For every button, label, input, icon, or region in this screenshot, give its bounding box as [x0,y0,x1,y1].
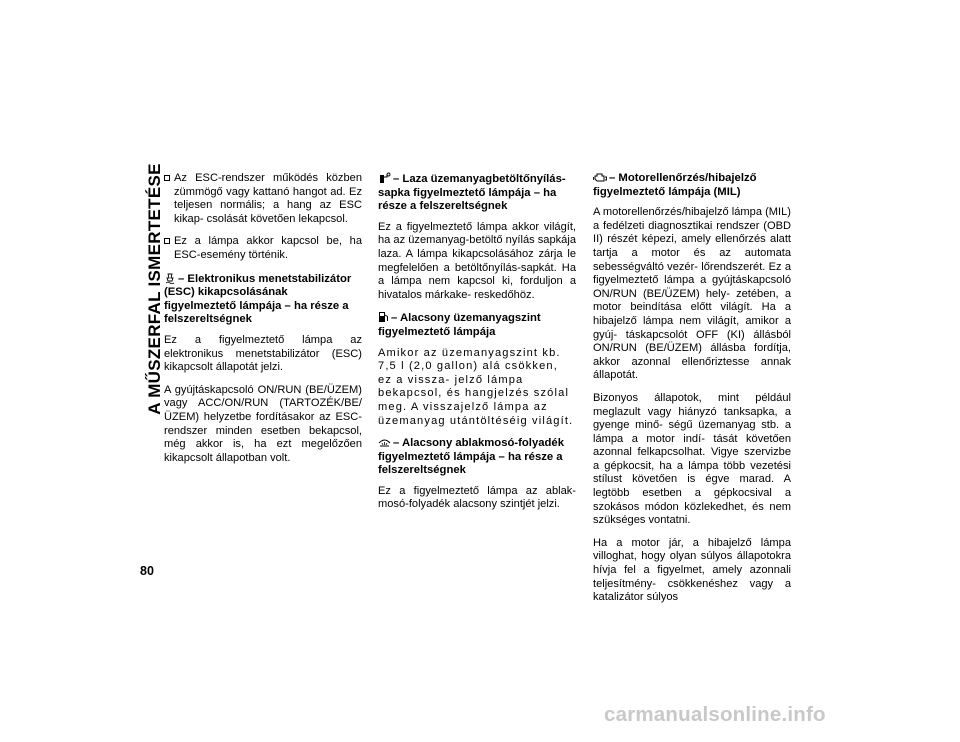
washer-fluid-heading [378,437,576,478]
fuel-cap-icon [378,172,391,184]
paragraph: Ez a figyelmeztető lámpa az ablak- mosó-folyadék alacsony szintjét jelzi. [378,484,576,511]
esc-off-icon [164,272,176,284]
washer-fluid-heading-text: – Alacsony ablakmosó-folyadék figyelmeztető lámpája – ha része a felszereltségnek [378,437,564,477]
bullet-box-icon [164,238,170,244]
column-3 [593,172,791,614]
paragraph: Ez a figyelmeztető lámpa akkor világít, ha az üzemanyag-betöltő nyílás sapkája laza. A lámpa kikapcsolásához zárja le megfelelően a betöltőnyílás-sapkát. Ha a lámpa nem kapcsol ki, forduljon a hivatalos márkake- reskedőhöz. [378,220,576,301]
list-item [164,172,362,226]
fuel-cap-heading-text: – Laza üzemanyagbetöltőnyílás-sapka figyelmeztető lámpája – ha része a felszereltségnek [378,173,566,213]
esc-off-heading [164,272,362,327]
section-title: A MŰSZERFAL ISMERTETÉSE [145,163,164,415]
check-engine-heading [593,172,791,199]
paragraph: Amikor az üzemanyagszint kb. 7,5 l (2,0 gallon) alá csökken, ez a vissza- jelző lámpa bekapcsol, és hangjelzés szólal meg. A visszajelző lámpa az üzemanyag utántöltéséig világít. [378,346,574,427]
paragraph: Ha a motor jár, a hibajelző lámpa villoghat, hogy olyan súlyos állapotokra hívja fel a figyelmet, amely azonnali teljesítmény- csökkenéshez vagy a katalizátor súlyos [593,536,791,604]
paragraph: A gyújtáskapcsoló ON/RUN (BE/ÜZEM) vagy ACC/ON/RUN (TARTOZÉK/BE/ ÜZEM) helyzetbe fordításakor az ESC-rendszer minden esetben bekapcsol, még akkor is, ha ezt megelőzően kikapcsolt állapotban volt. [164,383,362,464]
paragraph: A motorellenőrzés/hibajelző lámpa (MIL) a fedélzeti diagnosztikai rendszer (OBD II) részét képezi, amely ellenőrzés alatt tartja a motor és az automata sebességváltó vezér- lőrendszerét. Ez a figyelmeztető lámpa a gyújtáskapcsoló ON/RUN (BE/ÜZEM) hely- zetében, a motor beindítása előtt világít. Ha a hibajelző lámpa nem világít, amikor a gyúj- táskapcsolót OFF (KI) állásból ON/RUN (BE/ÜZEM) állásba fordítja, akkor azonnal ellenőriztesse annak állapotát. [593,206,791,382]
paragraph: Bizonyos állapotok, mint például meglazult vagy hiányzó tanksapka, a gyenge minő- ségű üzemanyag stb. a lámpa a motor indí- tását követően azonnal felkapcsolhat. Vigye szervizbe a gépkocsit, ha a lámpa több vezetési stílust követően is égve marad. A legtöbb esetben a gépkocsival a szokásos módon közlekedhet, és nem szükséges vontatni. [593,391,791,527]
bullet-box-icon [164,175,170,181]
page-number: 80 [140,564,154,578]
esc-off-heading-text: – Elektronikus menetstabilizátor (ESC) kikapcsolásának figyelmeztető lámpája – ha része a felszereltségnek [164,272,352,326]
low-fuel-icon [378,311,389,323]
check-engine-icon [593,172,607,183]
column-1 [164,172,362,474]
list-item [164,235,362,262]
paragraph: Ez a figyelmeztető lámpa az elektronikus menetstabilizátor (ESC) kikapcsolt állapotát jelzi. [164,333,362,374]
watermark: carmanualsonline.info [604,703,826,726]
check-engine-heading-text: – Motorellenőrzés/hibajelző figyelmeztető lámpája (MIL) [593,172,757,198]
low-fuel-heading [378,311,576,339]
column-2 [378,172,576,521]
bullet-text: Az ESC-rendszer működés közben zümmögő vagy kattanó hangot ad. Ez teljesen normális; a hang az ESC kikap- csolását követően lekapcsol. [174,172,362,225]
fuel-cap-heading [378,172,576,214]
low-fuel-heading-text: – Alacsony üzemanyagszint figyelmeztető lámpája [378,312,541,338]
bullet-text: Ez a lámpa akkor kapcsol be, ha ESC-esemény történik. [174,235,362,261]
washer-fluid-icon [378,437,391,448]
